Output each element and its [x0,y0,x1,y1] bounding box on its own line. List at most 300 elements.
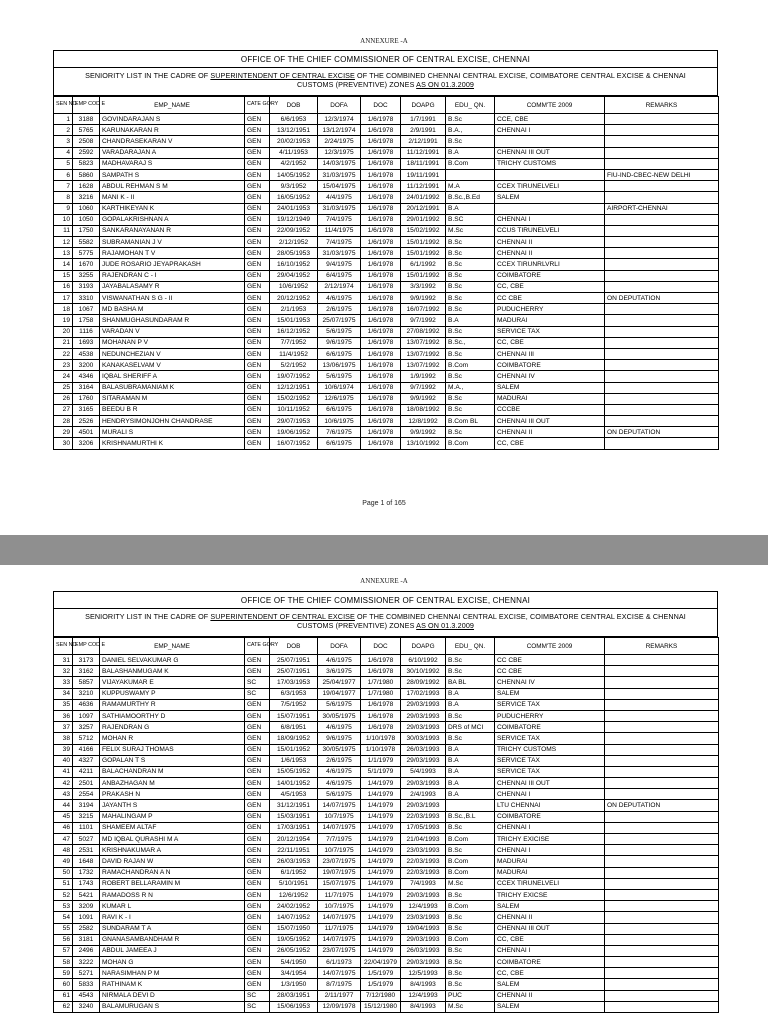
cell-dofa: 5/6/1975 [318,699,361,710]
cell-dofa: 4/6/1975 [318,293,361,304]
cell-dob: 2/1/1953 [270,304,318,315]
cell-category: GEN [245,867,270,878]
cell-doapg: 2/4/1993 [401,789,446,800]
cell-edu: B.A., [446,125,495,136]
table-row [54,360,719,371]
cell-doc: 1/4/1979 [361,778,401,789]
cell-emp-name: GOPALAN T S [100,755,245,766]
cell-category: GEN [245,281,270,292]
cell-edu: B.Sc [446,293,495,304]
cell-doc: 1/6/1978 [361,337,401,348]
cell-category: GEN [245,901,270,912]
cell-commte: CC, CBE [495,438,605,449]
cell-emp-code: 1097 [73,710,100,721]
cell-category: GEN [245,225,270,236]
cell-sno: 33 [54,677,73,688]
cell-sno: 25 [54,382,73,393]
cell-doapg: 29/03/1993 [401,800,446,811]
cell-remarks: AIRPORT-CHENNAI [605,203,719,214]
table-header [54,97,719,114]
cell-dofa: 14/07/1975 [318,912,361,923]
cell-edu: B.A [446,778,495,789]
cell-emp-name: NARASIMHAN P M [100,968,245,979]
seniority-post: OF THE COMBINED CHENNAI CENTRAL EXCISE, COIMBATORE CENTRAL EXCISE & CHENNAI [354,71,686,80]
col-remarks: REMARKS [605,638,719,655]
cell-doc: 1/6/1978 [361,136,401,147]
cell-category: GEN [245,371,270,382]
cell-dofa: 12/3/1974 [318,114,361,125]
cell-doc: 1/6/1978 [361,270,401,281]
cell-commte: COIMBATORE [495,360,605,371]
cell-emp-code: 1732 [73,867,100,878]
cell-emp-code: 1750 [73,225,100,236]
cell-edu: DRS of MCI [446,722,495,733]
cell-remarks [605,337,719,348]
cell-category: GEN [245,348,270,359]
cell-sno: 2 [54,125,73,136]
cell-commte: COIMBATORE [495,722,605,733]
cell-emp-name: SANKARANAYANAN R [100,225,245,236]
cell-doapg: 29/03/1993 [401,778,446,789]
cell-sno: 27 [54,404,73,415]
col-emp-name: EMP_NAME [100,97,245,114]
cell-doc: 1/6/1978 [361,225,401,236]
cell-sno: 11 [54,225,73,236]
cell-dob: 6/8/1951 [270,722,318,733]
cell-doc: 1/6/1978 [361,169,401,180]
cell-doc: 1/5/1979 [361,979,401,990]
cell-dob: 24/02/1952 [270,901,318,912]
cell-doapg: 18/08/1992 [401,404,446,415]
cell-doapg: 29/03/1993 [401,934,446,945]
table-body [54,114,719,450]
cell-edu: M.A., [446,382,495,393]
cell-sno: 56 [54,934,73,945]
cell-edu: B.Sc [446,968,495,979]
cell-commte: PUDUCHERRY [495,304,605,315]
cell-remarks [605,878,719,889]
cell-commte: SERVICE TAX [495,733,605,744]
cell-doc: 1/6/1978 [361,158,401,169]
cell-doc: 1/6/1978 [361,371,401,382]
cell-sno: 62 [54,1001,73,1012]
cell-sno: 14 [54,259,73,270]
cell-dob: 10/11/1952 [270,404,318,415]
cell-doc: 1/6/1978 [361,203,401,214]
cell-commte: SALEM [495,1001,605,1012]
cell-commte: CCCBE [495,404,605,415]
cell-emp-name: PRAKASH N [100,789,245,800]
cell-category: GEN [245,979,270,990]
cell-doc: 1/10/1978 [361,733,401,744]
cell-commte: CHENNAI II [495,248,605,259]
table-row [54,889,719,900]
cell-category: GEN [245,136,270,147]
cell-emp-name: GNANASAMBANDHAM R [100,934,245,945]
cell-sno: 29 [54,427,73,438]
cell-doapg: 21/04/1993 [401,834,446,845]
cell-remarks [605,923,719,934]
cell-emp-code: 5765 [73,125,100,136]
cell-emp-name: BEEDU B R [100,404,245,415]
cell-sno: 46 [54,822,73,833]
cell-doapg: 17/02/1993 [401,688,446,699]
cell-doapg: 15/01/1992 [401,237,446,248]
cell-remarks [605,834,719,845]
cell-edu: B.A [446,789,495,800]
cell-remarks [605,270,719,281]
cell-edu: B.Sc [446,733,495,744]
cell-emp-name: VIJAYAKUMAR E [100,677,245,688]
cell-remarks [605,845,719,856]
cell-edu: B.A [446,203,495,214]
cell-dofa: 30/05/1975 [318,710,361,721]
cell-emp-name: SUBRAMANIAN J V [100,237,245,248]
cell-doc: 1/6/1978 [361,326,401,337]
cell-emp-code: 3165 [73,404,100,415]
cell-commte: LTU CHENNAI [495,800,605,811]
cell-emp-code: 3209 [73,901,100,912]
cell-doapg: 9/7/1992 [401,382,446,393]
cell-dob: 4/5/1953 [270,789,318,800]
seniority-cadre: SUPERINTENDENT OF CENTRAL EXCISE [210,612,355,621]
cell-doapg: 27/08/1992 [401,326,446,337]
office-title: OFFICE OF THE CHIEF COMMISSIONER OF CENTRAL EXCISE, CHENNAI [53,591,718,609]
cell-remarks [605,393,719,404]
cell-emp-name: RATHINAM K [100,979,245,990]
cell-sno: 20 [54,326,73,337]
cell-commte: CHENNAI II [495,427,605,438]
cell-doc: 1/7/1980 [361,688,401,699]
table-row [54,811,719,822]
cell-category: GEN [245,393,270,404]
cell-doapg: 29/03/1993 [401,699,446,710]
cell-dofa: 11/7/1975 [318,889,361,900]
cell-remarks [605,192,719,203]
col-emp-name: EMP_NAME [100,638,245,655]
page-number: Page 1 of 165 [362,500,406,507]
cell-emp-code: 4327 [73,755,100,766]
cell-remarks [605,755,719,766]
cell-edu: B.A [446,147,495,158]
col-doapg: DOAPG [401,638,446,655]
table-row [54,699,719,710]
cell-sno: 22 [54,348,73,359]
cell-commte: CHENNAI I [495,789,605,800]
cell-remarks [605,822,719,833]
cell-edu: M.Sc [446,878,495,889]
table-row [54,755,719,766]
cell-dob: 6/1/1952 [270,867,318,878]
table-row [54,416,719,427]
cell-doapg: 9/9/1992 [401,427,446,438]
cell-remarks: ON DEPUTATION [605,293,719,304]
table-row [54,315,719,326]
seniority-table [53,637,719,1013]
cell-sno: 48 [54,845,73,856]
cell-doc: 1/6/1978 [361,315,401,326]
cell-doc: 1/4/1979 [361,934,401,945]
cell-category: GEN [245,811,270,822]
cell-remarks [605,181,719,192]
cell-doapg: 9/9/1992 [401,293,446,304]
cell-commte: CHENNAI IV [495,677,605,688]
cell-sno: 6 [54,169,73,180]
cell-dofa: 2/11/1977 [318,990,361,1001]
cell-dob: 25/07/1951 [270,666,318,677]
cell-category: GEN [245,125,270,136]
cell-emp-name: KUPPUSWAMY P [100,688,245,699]
cell-dob: 4/2/1952 [270,158,318,169]
cell-emp-name: RAJENDRAN C - I [100,270,245,281]
cell-edu: B.Com [446,834,495,845]
cell-emp-name: RAMADOSS R N [100,889,245,900]
cell-edu: M.A [446,181,495,192]
cell-dob: 19/07/1952 [270,371,318,382]
cell-category: SC [245,688,270,699]
cell-edu: B.Sc [446,371,495,382]
cell-sno: 51 [54,878,73,889]
cell-commte: CC, CBE [495,968,605,979]
cell-edu: B.Sc [446,248,495,259]
cell-sno: 61 [54,990,73,1001]
col-remarks: REMARKS [605,97,719,114]
cell-emp-code: 1758 [73,315,100,326]
cell-emp-name: JAYABALASAMY R [100,281,245,292]
cell-sno: 59 [54,968,73,979]
cell-dofa: 2/6/1975 [318,755,361,766]
cell-dob: 5/2/1952 [270,360,318,371]
cell-sno: 32 [54,666,73,677]
cell-sno: 60 [54,979,73,990]
cell-emp-code: 1116 [73,326,100,337]
cell-emp-name: MOHAN R [100,733,245,744]
cell-edu [446,169,495,180]
cell-dob: 20/12/1952 [270,293,318,304]
cell-sno: 12 [54,237,73,248]
cell-dofa: 4/4/1975 [318,192,361,203]
cell-dofa: 10/7/1975 [318,811,361,822]
cell-remarks: FIU-IND-CBEC-NEW DELHI [605,169,719,180]
cell-doapg: 13/10/1992 [401,438,446,449]
cell-remarks [605,710,719,721]
cell-remarks [605,404,719,415]
cell-doc: 1/6/1978 [361,393,401,404]
cell-dob: 22/09/1952 [270,225,318,236]
cell-emp-name: RAVI K - I [100,912,245,923]
cell-doapg: 7/4/1993 [401,878,446,889]
cell-commte: TRICHY EXICSE [495,889,605,900]
cell-doapg: 6/10/1992 [401,655,446,666]
table-row [54,778,719,789]
col-commte: COMM'TE 2009 [495,638,605,655]
cell-remarks [605,125,719,136]
seniority-line2: CUSTOMS (PREVENTIVE) ZONES [296,79,417,89]
seniority-line2: CUSTOMS (PREVENTIVE) ZONES [296,620,417,630]
col-edu: EDU_ QN. [446,638,495,655]
cell-remarks [605,371,719,382]
cell-remarks [605,655,719,666]
cell-doapg: 11/12/1991 [401,147,446,158]
cell-edu: B.Sc [446,348,495,359]
cell-edu: B.Sc.,B.L [446,811,495,822]
cell-emp-name: GOVINDARAJAN S [100,114,245,125]
cell-sno: 44 [54,800,73,811]
cell-emp-name: NIRMALA DEVI D [100,990,245,1001]
cell-category: GEN [245,722,270,733]
table-row [54,934,719,945]
cell-category: GEN [245,248,270,259]
cell-emp-code: 3193 [73,281,100,292]
col-emp-code: EMP COD E [73,97,100,114]
cell-doapg: 29/03/1993 [401,755,446,766]
col-commte: COMM'TE 2009 [495,97,605,114]
cell-doc: 1/6/1978 [361,237,401,248]
cell-remarks [605,744,719,755]
cell-emp-code: 2582 [73,923,100,934]
cell-dofa: 2/6/1975 [318,304,361,315]
cell-sno: 13 [54,248,73,259]
cell-edu: B.Sc [446,404,495,415]
cell-doc: 1/6/1978 [361,125,401,136]
table-row [54,281,719,292]
cell-dob: 12/12/1951 [270,382,318,393]
table-row [54,438,719,449]
cell-emp-code: 2554 [73,789,100,800]
cell-category: GEN [245,878,270,889]
cell-sno: 4 [54,147,73,158]
cell-doapg: 13/07/1992 [401,360,446,371]
cell-category: GEN [245,360,270,371]
cell-remarks [605,699,719,710]
cell-doapg: 26/03/1993 [401,945,446,956]
table-row [54,214,719,225]
cell-commte: SERVICE TAX [495,766,605,777]
cell-dofa: 10/6/1975 [318,416,361,427]
cell-category: GEN [245,912,270,923]
cell-commte: CC, CBE [495,934,605,945]
cell-dob: 28/03/1951 [270,990,318,1001]
cell-category: GEN [245,259,270,270]
cell-commte: CCEX TIRUNELVELI [495,181,605,192]
cell-emp-name: KUMAR L [100,901,245,912]
cell-emp-name: BALASUBRAMANIAM K [100,382,245,393]
cell-doc: 1/6/1978 [361,348,401,359]
cell-doapg: 1/9/1992 [401,371,446,382]
cell-dob: 17/03/1953 [270,677,318,688]
col-category: CATE GORY [245,638,270,655]
cell-edu: B.Com [446,901,495,912]
col-dob: DOB [270,97,318,114]
cell-emp-code: 3215 [73,811,100,822]
cell-sno: 26 [54,393,73,404]
cell-dob: 15/01/1952 [270,744,318,755]
cell-doc: 15/12/1980 [361,1001,401,1012]
cell-category: GEN [245,766,270,777]
cell-dob: 20/12/1954 [270,834,318,845]
cell-dob: 5/4/1950 [270,957,318,968]
cell-sno: 36 [54,710,73,721]
cell-emp-code: 1743 [73,878,100,889]
cell-commte: CC CBE [495,666,605,677]
cell-commte: TRICHY CUSTOMS [495,158,605,169]
seniority-pre: SENIORITY LIST IN THE CADRE OF [85,71,211,80]
cell-commte: CCEX TIRUNELVELI [495,878,605,889]
cell-emp-name: MURALI S [100,427,245,438]
cell-edu: B.A [446,744,495,755]
cell-sno: 5 [54,158,73,169]
cell-category: GEN [245,822,270,833]
cell-doapg: 8/4/1993 [401,1001,446,1012]
cell-commte: MADURAI [495,315,605,326]
cell-category: GEN [245,889,270,900]
cell-category: GEN [245,304,270,315]
cell-emp-name: MD BASHA M [100,304,245,315]
cell-emp-code: 1648 [73,856,100,867]
cell-doc: 1/10/1978 [361,744,401,755]
cell-sno: 10 [54,214,73,225]
cell-dob: 6/6/1953 [270,114,318,125]
cell-commte: CCE, CBE [495,114,605,125]
cell-category: GEN [245,800,270,811]
cell-emp-code: 3188 [73,114,100,125]
cell-sno: 53 [54,901,73,912]
cell-dob: 16/10/1952 [270,259,318,270]
cell-emp-name: GOPALAKRISHNAN A [100,214,245,225]
cell-emp-name: ABDUL REHMAN S M [100,181,245,192]
cell-dofa: 7/6/1975 [318,427,361,438]
cell-dob: 7/7/1952 [270,337,318,348]
cell-doc: 1/6/1978 [361,147,401,158]
cell-remarks [605,945,719,956]
cell-emp-code: 5582 [73,237,100,248]
cell-dofa: 31/03/1975 [318,248,361,259]
cell-remarks: ON DEPUTATION [605,427,719,438]
cell-emp-code: 2496 [73,945,100,956]
cell-doapg: 30/10/1992 [401,666,446,677]
cell-category: GEN [245,270,270,281]
seniority-post: OF THE COMBINED CHENNAI CENTRAL EXCISE, COIMBATORE CENTRAL EXCISE & CHENNAI [354,612,686,621]
cell-sno: 40 [54,755,73,766]
cell-remarks [605,147,719,158]
cell-remarks [605,360,719,371]
cell-dob: 11/4/1952 [270,348,318,359]
cell-category: SC [245,1001,270,1012]
cell-category: SC [245,677,270,688]
table-row [54,800,719,811]
cell-sno: 49 [54,856,73,867]
cell-dob: 15/02/1952 [270,393,318,404]
table-body [54,655,719,1013]
cell-doapg: 15/01/1992 [401,248,446,259]
cell-emp-code: 5823 [73,158,100,169]
cell-edu: B.Com [446,867,495,878]
cell-dofa: 6/1/1973 [318,957,361,968]
cell-dofa: 23/07/1975 [318,945,361,956]
cell-remarks [605,237,719,248]
cell-dob: 15/03/1951 [270,811,318,822]
cell-doc: 1/6/1978 [361,360,401,371]
cell-doapg: 24/01/1992 [401,192,446,203]
table-row [54,856,719,867]
cell-category: GEN [245,699,270,710]
cell-doc: 1/6/1978 [361,710,401,721]
cell-emp-code: 5271 [73,968,100,979]
cell-emp-code: 3210 [73,688,100,699]
cell-dofa: 6/4/1975 [318,270,361,281]
cell-remarks [605,416,719,427]
cell-dob: 2/12/1952 [270,237,318,248]
